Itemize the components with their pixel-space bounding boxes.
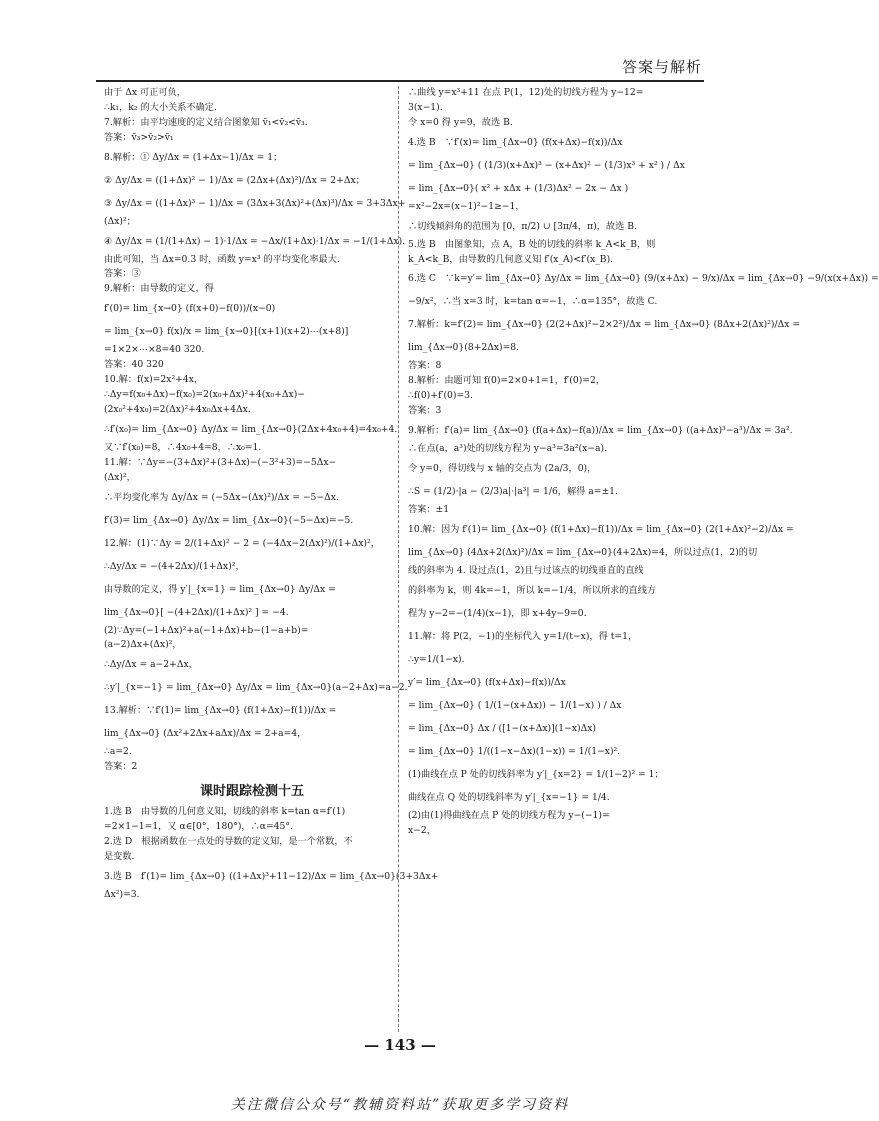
answer-line: =2×1−1=1，又 α∈[0°，180°)，∴α=45°.: [104, 821, 293, 833]
answer-line: =x²−2x=(x−1)²−1≥−1，: [408, 200, 525, 212]
answer-line: 令 y=0，得切线与 x 轴的交点为 (2a/3，0)，: [408, 462, 597, 474]
answer-line: ∴y′|_{x=−1} = lim_{Δx→0} Δy/Δx = lim_{Δx→0}(a−2+Δx)=a−2.: [104, 682, 408, 694]
answer-line: 答案：±1: [408, 503, 450, 515]
answer-line: 由于 Δx 可正可负，: [104, 87, 186, 98]
answer-line: = lim_{x→0} f(x)/x = lim_{x→0}[(x+1)(x+2)⋯(x+8)]: [104, 326, 349, 338]
answer-line: (2)∵Δy=(−1+Δx)²+a(−1+Δx)+b−(1−a+b)=: [104, 624, 309, 636]
column-divider: [398, 86, 399, 1032]
answer-line: 令 x=0 得 y=9，故选 B.: [408, 116, 513, 128]
answer-line: = lim_{Δx→0} ( (1/3)(x+Δx)³ − (x+Δx)² − (1/3)x³ + x² ) / Δx: [408, 159, 685, 171]
answer-line: = lim_{Δx→0} Δx / ([1−(x+Δx)](1−x)Δx): [408, 722, 596, 734]
answer-line: 是变数.: [104, 850, 135, 862]
answer-line: 线的斜率为 4. 设过点(1，2)且与过该点的切线垂直的直线: [408, 564, 644, 576]
answer-line: 9.解析：f′(a)= lim_{Δx→0} (f(a+Δx)−f(a))/Δx = lim_{Δx→0} ((a+Δx)³−a³)/Δx = 3a².: [408, 425, 793, 437]
answer-line: ② Δy/Δx = ((1+Δx)² − 1)/Δx = (2Δx+(Δx)²)/Δx = 2+Δx；: [104, 174, 365, 186]
answer-line: 答案：③: [104, 268, 141, 280]
answer-line: ∴f(0)+f′(0)=3.: [408, 390, 473, 402]
page-number: — 143 —: [364, 1036, 436, 1054]
answer-line: 答案：8: [408, 360, 442, 372]
right-column: [408, 86, 879, 1026]
answer-line: 5.选 B 由图象知，点 A，B 处的切线的斜率 k_A<k_B，则: [408, 238, 656, 250]
answer-line: f′(3)= lim_{Δx→0} Δy/Δx = lim_{Δx→0}(−5−Δx)=−5.: [104, 514, 354, 526]
answer-line: 由此可知，当 Δx=0.3 时，函数 y=x³ 的平均变化率最大.: [104, 253, 340, 265]
answer-line: ∴a=2.: [104, 746, 132, 758]
answer-line: 3.选 B f′(1)= lim_{Δx→0} ((1+Δx)³+11−12)/Δx = lim_{Δx→0}(3+3Δx+: [104, 870, 439, 882]
answer-line: ∴Δy=f(x₀+Δx)−f(x₀)=2(x₀+Δx)²+4(x₀+Δx)−: [104, 388, 306, 400]
left-answer-lines: [104, 86, 408, 775]
answer-line: (Δx)²，: [104, 471, 136, 483]
answer-line: (2)由(1)得曲线在点 P 处的切线方程为 y−(−1)=: [408, 809, 610, 821]
answer-line: 由导数的定义，得 y′|_{x=1} = lim_{Δx→0} Δy/Δx =: [104, 583, 336, 595]
answer-line: ∴y=1/(1−x).: [408, 653, 465, 665]
answer-line: 8.解析：① Δy/Δx = (1+Δx−1)/Δx = 1；: [104, 151, 283, 163]
answer-line: (2x₀²+4x₀)=2(Δx)²+4x₀Δx+4Δx.: [104, 403, 251, 415]
answer-line: y′= lim_{Δx→0} (f(x+Δx)−f(x))/Δx: [408, 676, 566, 688]
answer-line: ∴平均变化率为 Δy/Δx = (−5Δx−(Δx)²)/Δx = −5−Δx.: [104, 491, 339, 503]
answer-line: ∴S = (1/2)·|a − (2/3)a|·|a³| = 1/6，解得 a=±1.: [408, 485, 618, 497]
answer-line: −9/x²，∴当 x=3 时，k=tan α=−1，∴α=135°，故选 C.: [408, 296, 658, 308]
answer-line: lim_{Δx→0}[ −(4+2Δx)/(1+Δx)² ] = −4.: [104, 606, 289, 618]
answer-line: =1×2×⋯×8=40 320.: [104, 344, 205, 356]
answer-line: ∴k₁，k₂ 的大小关系不确定.: [104, 101, 217, 113]
answer-line: k_A<k_B，由导数的几何意义知 f′(x_A)<f′(x_B).: [408, 253, 614, 265]
answer-line: 曲线在点 Q 处的切线斜率为 y′|_{x=−1} = 1/4.: [408, 791, 610, 803]
answer-line: 答案：40 320: [104, 359, 164, 371]
answer-line: 4.选 B ∵f′(x)= lim_{Δx→0} (f(x+Δx)−f(x))/Δx: [408, 136, 623, 148]
answer-line: ∴Δy/Δx = a−2+Δx，: [104, 659, 198, 671]
left-section-lines: [104, 805, 439, 903]
answer-line: = lim_{Δx→0} ( 1/(1−(x+Δx)) − 1/(1−x) ) / Δx: [408, 699, 622, 711]
answer-line: Δx²)=3.: [104, 888, 140, 900]
answer-line: ∴f′(x₀)= lim_{Δx→0} Δy/Δx = lim_{Δx→0}(2Δx+4x₀+4)=4x₀+4.: [104, 423, 398, 435]
answer-line: 答案：2: [104, 761, 138, 773]
answer-line: 7.解析：由平均速度的定义结合图象知 v̄₁<v̄₂<v̄₃.: [104, 116, 308, 128]
answer-line: ∴曲线 y=x³+11 在点 P(1，12)处的切线方程为 y−12=: [408, 87, 644, 98]
answer-line: ∴切线倾斜角的范围为 [0，π/2) ∪ [3π/4，π)，故选 B.: [408, 220, 637, 232]
answer-line: lim_{Δx→0} (4Δx+2(Δx)²)/Δx = lim_{Δx→0}(4+2Δx)=4，所以过点(1，2)的切: [408, 546, 758, 558]
answer-line: 11.解：∵Δy=−(3+Δx)²+(3+Δx)−(−3²+3)=−5Δx−: [104, 456, 337, 468]
answer-line: 11.解：将 P(2，−1)的坐标代入 y=1/(t−x)，得 t=1，: [408, 630, 638, 642]
answer-line: 7.解析：k=f′(2)= lim_{Δx→0} (2(2+Δx)²−2×2²)/Δx = lim_{Δx→0} (8Δx+2(Δx)²)/Δx =: [408, 319, 801, 331]
answer-line: 程为 y−2=−(1/4)(x−1)，即 x+4y−9=0.: [408, 607, 587, 619]
answer-line: (a−2)Δx+(Δx)²，: [104, 639, 182, 651]
answer-line: 1.选 B 由导数的几何意义知，切线的斜率 k=tan α=f′(1): [104, 806, 346, 818]
answer-line: lim_{Δx→0}(8+2Δx)=8.: [408, 342, 520, 354]
answer-line: 12.解：(1)∵Δy = 2/(1+Δx)² − 2 = (−4Δx−2(Δx)²)/(1+Δx)²，: [104, 537, 380, 549]
answer-line: 又∵f′(x₀)=8，∴4x₀+4=8，∴x₀=1.: [104, 441, 262, 453]
section-title: 课时跟踪检测十五: [199, 784, 304, 800]
header-rule: [96, 80, 704, 82]
right-answer-lines: [408, 86, 879, 839]
answer-line: lim_{Δx→0} (Δx²+2Δx+aΔx)/Δx = 2+a=4，: [104, 728, 307, 740]
answer-line: (Δx)²；: [104, 215, 136, 227]
answer-line: 答案：3: [408, 405, 442, 417]
answer-line: 8.解析：由题可知 f(0)=2×0+1=1，f′(0)=2，: [408, 375, 606, 387]
answer-line: ∴Δy/Δx = −(4+2Δx)/(1+Δx)²，: [104, 560, 245, 572]
answer-line: x−2，: [408, 824, 436, 836]
footer-note: 关注微信公众号“教辅资料站”获取更多学习资料: [230, 1097, 570, 1113]
answer-line: 9.解析：由导数的定义，得: [104, 283, 214, 295]
answer-line: 10.解：因为 f′(1)= lim_{Δx→0} (f(1+Δx)−f(1))/Δx = lim_{Δx→0} (2(1+Δx)²−2)/Δx =: [408, 523, 794, 535]
answer-line: ④ Δy/Δx = (1/(1+Δx) − 1)·1/Δx = −Δx/(1+Δx)·1/Δx = −1/(1+Δx).: [104, 235, 406, 247]
answer-line: 答案：v̄₃>v̄₂>v̄₁: [104, 131, 174, 143]
answer-line: = lim_{Δx→0} 1/((1−x−Δx)(1−x)) = 1/(1−x)².: [408, 745, 621, 757]
answer-line: 13.解析：∵f′(1)= lim_{Δx→0} (f(1+Δx)−f(1))/Δx =: [104, 705, 337, 717]
answer-line: 的斜率为 k，则 4k=−1，所以 k=−1/4，所以所求的直线方: [408, 584, 657, 596]
answer-line: 6.选 C ∵k=y′= lim_{Δx→0} Δy/Δx = lim_{Δx→0} (9/(x+Δx) − 9/x)/Δx = lim_{Δx→0} −9/(x(x+Δx)) =: [408, 273, 879, 285]
answer-line: ③ Δy/Δx = ((1+Δx)³ − 1)/Δx = (3Δx+3(Δx)²+(Δx)³)/Δx = 3+3Δx+: [104, 197, 406, 209]
answer-line: 3(x−1).: [408, 101, 443, 113]
answer-line: 2.选 D 根据函数在一点处的导数的定义知，是一个常数，不: [104, 835, 353, 847]
answer-line: f′(0)= lim_{x→0} (f(x+0)−f(0))/(x−0): [104, 303, 276, 315]
answer-line: 10.解：f(x)=2x²+4x，: [104, 374, 204, 386]
answer-line: ∴在点(a，a³)处的切线方程为 y−a³=3a²(x−a).: [408, 443, 607, 455]
answer-line: (1)曲线在点 P 处的切线斜率为 y′|_{x=2} = 1/(1−2)² = 1；: [408, 768, 664, 780]
header-title: 答案与解析: [621, 58, 702, 76]
answer-line: = lim_{Δx→0}( x² + xΔx + (1/3)Δx² − 2x − Δx ): [408, 182, 629, 194]
